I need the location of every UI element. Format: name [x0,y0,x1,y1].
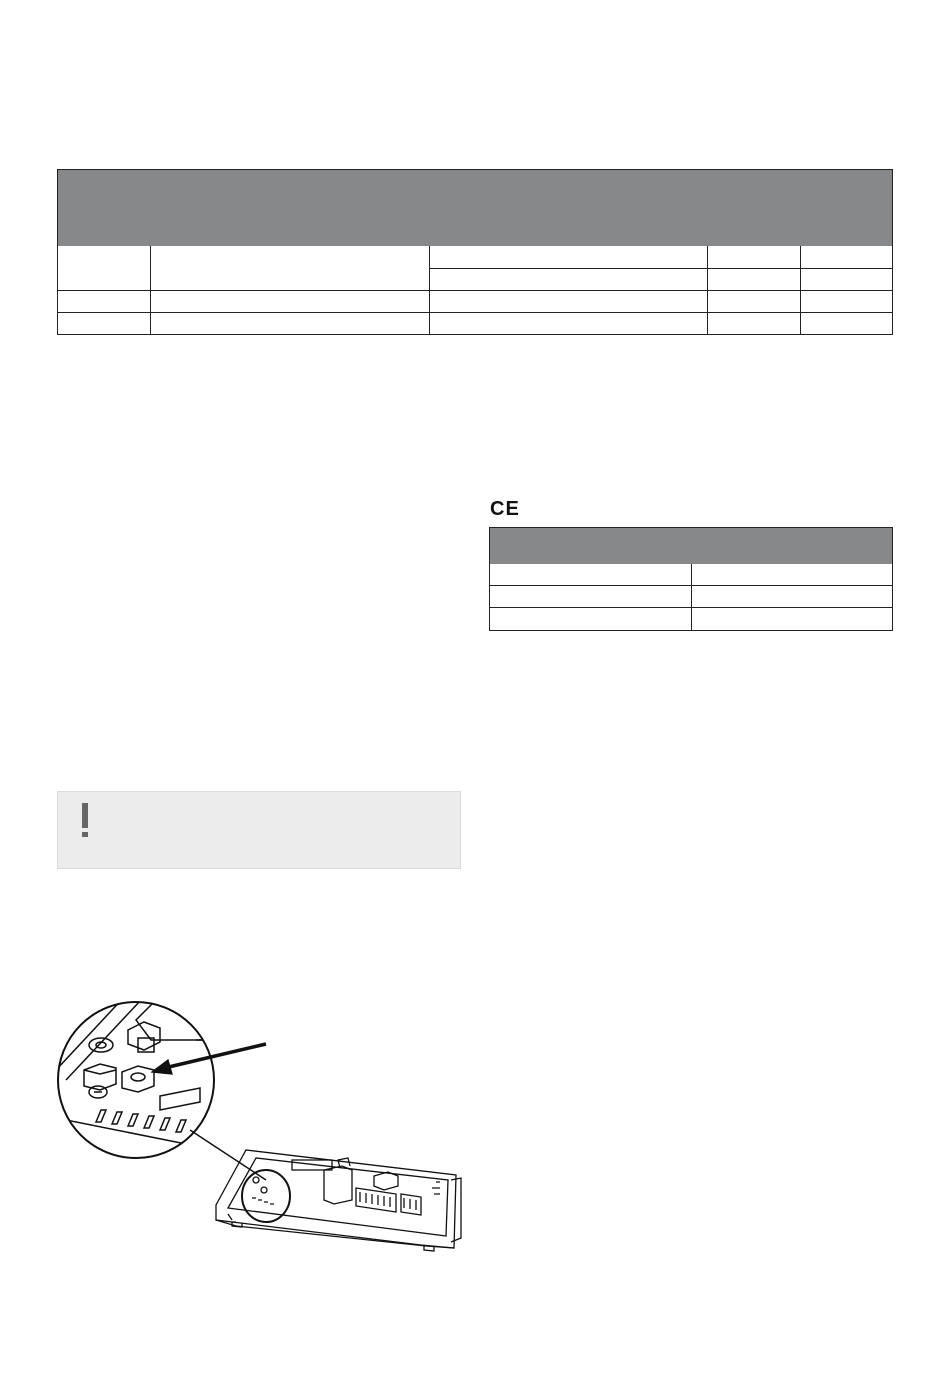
ce-row-divider [490,585,892,586]
exclamation-icon [75,798,95,838]
spec-row-divider [58,312,892,313]
ce-table [489,527,893,631]
circuit-board-illustration [56,1000,476,1260]
ce-mark: CE [490,498,520,520]
spec-table-header [58,170,892,246]
warning-box [57,791,461,869]
spec-table [57,169,893,335]
top-rule [0,0,950,2]
ce-row-divider [490,607,892,608]
ce-col-divider [691,564,692,630]
spec-row-divider [58,290,892,291]
ce-table-header [490,528,892,564]
spec-row-divider [429,268,892,269]
